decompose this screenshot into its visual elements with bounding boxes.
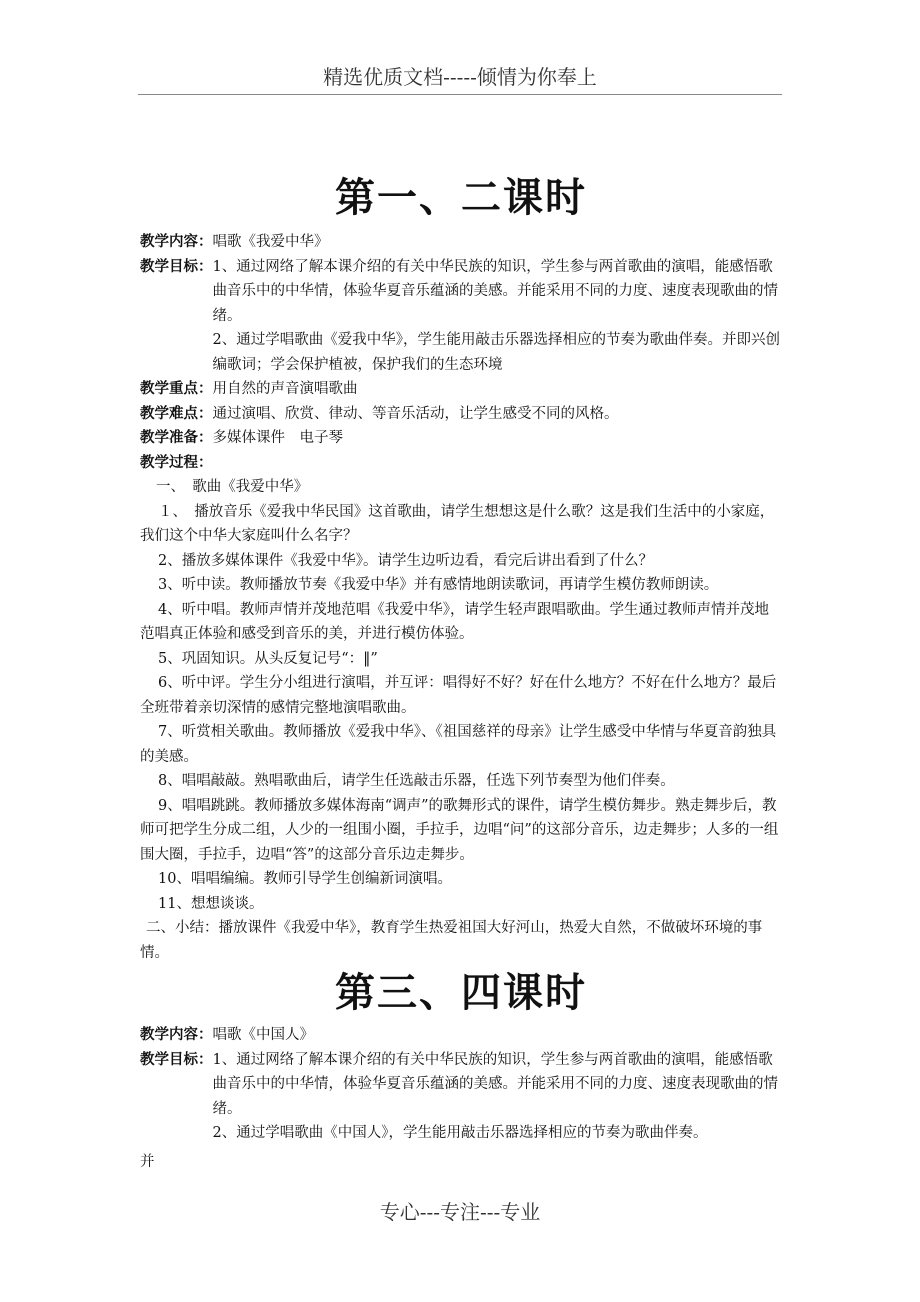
- focus-label: 教学重点：: [140, 380, 213, 397]
- focus-value: 用自然的声音演唱歌曲: [212, 381, 358, 397]
- goal-2-continuation: 并: [140, 1153, 155, 1170]
- step-4: 4、听中唱。教师声情并茂地范唱《我爱中华》，请学生轻声跟唱歌曲。学生通过教师声情并茂地范唱真正体验和感受到音乐的美，并进行模仿体验。: [140, 601, 769, 642]
- goals-label: 教学目标：: [140, 1050, 213, 1068]
- lesson-1-process-row: [140, 451, 782, 476]
- summary: 二、小结：播放课件《我爱中华》，教育学生热爱祖国大好河山，热爱大自然，不做破坏环境的事情。: [140, 920, 763, 961]
- lesson-1-goals-row: [140, 255, 782, 378]
- step-8: 8、唱唱敲敲。熟唱歌曲后，请学生任选敲击乐器，任选下列节奏型为他们伴奏。: [158, 773, 675, 789]
- lesson-1-content-row: [140, 230, 782, 255]
- goal-2: 2、通过学唱歌曲《爱我中华》，学生能用敲击乐器选择相应的节奏为歌曲伴奏。并即兴创编歌词；学会保护植被，保护我们的生态环境: [212, 332, 780, 373]
- section-1-heading: 一、 歌曲《我爱中华》: [156, 479, 309, 495]
- step-7: 7、听赏相关歌曲。教师播放《爱我中华》、《祖国慈祥的母亲》让学生感受中华情与华夏音韵独具的美感。: [140, 724, 777, 765]
- content-value: 唱歌《中国人》: [212, 1027, 314, 1043]
- goal-2: 2、通过学唱歌曲《中国人》，学生能用敲击乐器选择相应的节奏为歌曲伴奏。: [212, 1125, 708, 1141]
- step-3: 3、听中读。教师播放节奏《我爱中华》并有感情地朗读歌词，再请学生模仿教师朗读。: [158, 577, 719, 593]
- lesson-1-difficulty-row: [140, 402, 782, 427]
- step-6: 6、听中评。学生分小组进行演唱，并互评：唱得好不好？好在什么地方？不好在什么地方？最后全班带着亲切深情的感情完整地演唱歌曲。: [140, 675, 777, 716]
- document-body: [140, 170, 782, 1174]
- lesson-1-prep-row: [140, 426, 782, 451]
- goal-1: 1、通过网络了解本课介绍的有关中华民族的知识，学生参与两首歌曲的演唱，能感悟歌曲音乐中的中华情，体验华夏音乐蕴涵的美感。并能采用不同的力度、速度表现歌曲的情绪。: [212, 258, 778, 324]
- goals-value: [213, 255, 783, 378]
- step-11: 11、想想谈谈。: [158, 895, 264, 912]
- step-5: 5、巩固知识。从头反复记号“：‖”: [158, 650, 378, 667]
- process-label: 教学过程：: [140, 453, 213, 471]
- content-value: 唱歌《我爱中华》: [212, 234, 329, 250]
- step-1: １、 播放音乐《爱我中华民国》这首歌曲，请学生想想这是什么歌？这是我们生活中的小家庭，我们这个中华大家庭叫什么名字？: [140, 503, 775, 544]
- step-2: 2、播放多媒体课件《我爱中华》。请学生边听边看，看完后讲出看到了什么？: [158, 552, 653, 569]
- content-label: 教学内容：: [140, 233, 213, 250]
- lesson-2-content-row: [140, 1023, 782, 1048]
- page-header: 精选优质文档-----倾情为你奉上: [138, 62, 782, 95]
- goal-1: 1、通过网络了解本课介绍的有关中华民族的知识，学生参与两首歌曲的演唱，能感悟歌曲音乐中的中华情，体验华夏音乐蕴涵的美感。并能采用不同的力度、速度表现歌曲的情绪。: [212, 1051, 778, 1117]
- step-9: 9、唱唱跳跳。教师播放多媒体海南“调声”的歌舞形式的课件，请学生模仿舞步。熟走舞步后，教师可把学生分成二组，人少的一组围小圈，手拉手，边唱“问”的这部分音乐，边走舞步；人多的一组围大圈，手拉手，边唱“答”的这部分音乐边走舞步。: [140, 797, 779, 863]
- prep-value: 多媒体课件 电子琴: [212, 430, 343, 446]
- lesson-2-goals-row: [140, 1048, 782, 1146]
- difficulty-value: 通过演唱、欣赏、律动、等音乐活动，让学生感受不同的风格。: [212, 405, 619, 422]
- lesson-1-focus-row: [140, 377, 782, 402]
- lesson-2-title: 第三、四课时: [335, 970, 587, 1016]
- goals-label: 教学目标：: [140, 257, 213, 275]
- lesson-1-title: 第一、二课时: [335, 175, 587, 221]
- goals-value: [213, 1048, 783, 1146]
- prep-label: 教学准备：: [140, 429, 213, 446]
- content-label: 教学内容：: [140, 1026, 213, 1043]
- difficulty-label: 教学难点：: [140, 404, 213, 422]
- step-10: 10、唱唱编编。教师引导学生创编新词演唱。: [158, 871, 452, 887]
- page-footer: 专心---专注---专业: [379, 1200, 541, 1224]
